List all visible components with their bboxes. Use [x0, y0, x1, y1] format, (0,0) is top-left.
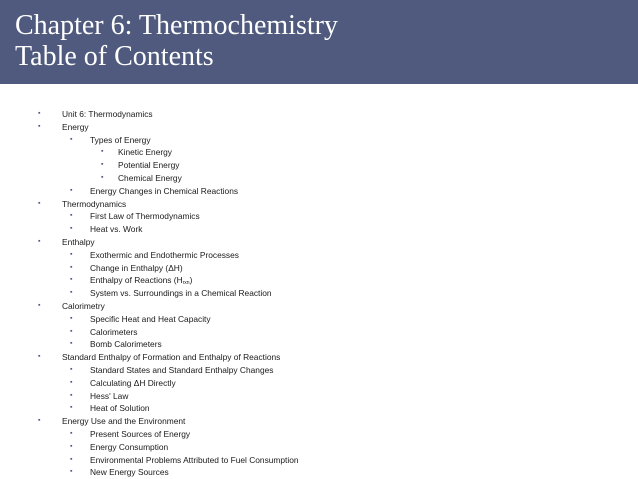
list-item-text	[90, 210, 200, 223]
list-item	[0, 121, 638, 134]
list-item-suffix: )	[189, 275, 193, 286]
list-item-text	[118, 159, 179, 172]
bullet-icon: ▪	[70, 250, 73, 258]
list-item-text	[90, 338, 162, 351]
list-item-text	[90, 466, 169, 479]
bullet-icon: ▪	[70, 289, 73, 297]
list-item-label: Enthalpy	[62, 236, 95, 247]
list-item-label: Calorimetry	[62, 300, 105, 311]
list-item	[0, 223, 638, 236]
list-item	[0, 287, 638, 300]
bullet-icon: ▪	[38, 237, 41, 245]
list-item-text	[90, 390, 128, 403]
list-item-label: Specific Heat and Heat Capacity	[90, 313, 211, 324]
list-item	[0, 146, 638, 159]
list-item-text	[90, 185, 238, 198]
list-item	[0, 326, 638, 339]
list-item-label: Heat vs. Work	[90, 224, 143, 235]
list-item-label: Energy Consumption	[90, 441, 169, 452]
bullet-icon: ▪	[70, 212, 73, 220]
list-item-label: System vs. Surroundings in a Chemical Reaction	[90, 288, 272, 299]
list-item	[0, 262, 638, 275]
list-item-text	[90, 402, 150, 415]
list-item-text	[62, 108, 153, 121]
bullet-icon: ▪	[101, 173, 104, 181]
bullet-icon: ▪	[70, 442, 73, 450]
bullet-icon: ▪	[70, 391, 73, 399]
list-item-label: Potential Energy	[118, 160, 180, 171]
list-item-text	[62, 121, 89, 134]
list-item-label: Energy	[62, 121, 89, 132]
list-item-text	[62, 198, 126, 211]
bullet-icon: ▪	[70, 378, 73, 386]
bullet-icon: ▪	[101, 161, 104, 169]
list-item-label: First Law of Thermodynamics	[90, 211, 200, 222]
list-item	[0, 402, 638, 415]
list-item-text	[62, 300, 105, 313]
list-item-label: Kinetic Energy	[118, 147, 172, 158]
list-item	[0, 441, 638, 454]
list-item	[0, 172, 638, 185]
list-item-label: Bomb Calorimeters	[90, 339, 162, 350]
list-item-text	[90, 364, 273, 377]
list-item	[0, 466, 638, 479]
list-item	[0, 454, 638, 467]
list-item-label: Types of Energy	[90, 134, 151, 145]
list-item-text	[90, 441, 168, 454]
bullet-icon: ▪	[38, 122, 41, 130]
list-item	[0, 351, 638, 364]
list-item-label: Heat of Solution	[90, 403, 150, 414]
bullet-icon: ▪	[38, 353, 41, 361]
list-item-label: Enthalpy of Reactions (H	[90, 275, 183, 286]
list-item-text	[118, 146, 172, 159]
list-item	[0, 185, 638, 198]
list-item	[0, 313, 638, 326]
bullet-icon: ▪	[70, 135, 73, 143]
list-item	[0, 300, 638, 313]
list-item-label: Unit 6: Thermodynamics	[62, 109, 153, 119]
bullet-icon: ▪	[38, 417, 41, 425]
list-item-label: Thermodynamics	[62, 198, 127, 209]
list-item	[0, 236, 638, 249]
list-item-label: Change in Enthalpy (ΔH)	[90, 262, 183, 273]
list-item	[0, 390, 638, 403]
list-item-text	[62, 351, 280, 364]
list-item	[0, 274, 638, 287]
list-item	[0, 108, 638, 121]
list-item-label: Calorimeters	[90, 326, 138, 337]
bullet-icon: ▪	[70, 263, 73, 271]
list-item-text	[118, 172, 182, 185]
list-item-subscript: rxn	[182, 280, 190, 287]
list-item-label: Standard States and Standard Enthalpy Changes	[90, 364, 274, 375]
bullet-icon: ▪	[38, 301, 41, 309]
list-item-text	[90, 428, 190, 441]
list-item-label: Present Sources of Energy	[90, 428, 191, 439]
list-item	[0, 364, 638, 377]
list-item	[0, 377, 638, 390]
list-item-label: Energy Changes in Chemical Reactions	[90, 185, 239, 196]
list-item-text	[90, 223, 142, 236]
list-item-label: Calculating ΔH Directly	[90, 377, 176, 388]
bullet-icon: ▪	[38, 110, 41, 117]
bullet-icon: ▪	[38, 199, 41, 207]
list-item-text	[62, 236, 95, 249]
list-item	[0, 338, 638, 351]
list-item	[0, 428, 638, 441]
list-item-label: Exothermic and Endothermic Processes	[90, 249, 239, 260]
bullet-icon: ▪	[70, 186, 73, 194]
list-item	[0, 159, 638, 172]
list-item-label: New Energy Sources	[90, 467, 169, 478]
list-item-text	[90, 377, 176, 390]
list-item-text	[90, 134, 151, 147]
title-bar	[0, 0, 638, 84]
bullet-icon: ▪	[101, 148, 104, 156]
list-item-label: Environmental Problems Attributed to Fuel Consumption	[90, 454, 299, 465]
list-item-text	[90, 249, 239, 262]
page-title-line-1: Chapter 6: Thermochemistry	[15, 10, 338, 41]
list-item	[0, 198, 638, 211]
list-item	[0, 134, 638, 147]
list-item-text	[90, 262, 183, 275]
list-item	[0, 249, 638, 262]
bullet-icon: ▪	[70, 225, 73, 233]
list-item	[0, 210, 638, 223]
list-item-text	[90, 313, 211, 326]
list-item-text	[90, 287, 272, 300]
list-item-text	[90, 454, 299, 467]
bullet-icon: ▪	[70, 327, 73, 335]
bullet-icon: ▪	[70, 455, 73, 463]
list-item-label: Hess' Law	[90, 390, 129, 401]
list-item-label: Chemical Energy	[118, 172, 182, 183]
list-item-label: Energy Use and the Environment	[62, 416, 186, 427]
bullet-icon: ▪	[70, 314, 73, 322]
bullet-icon: ▪	[70, 276, 73, 284]
bullet-icon: ▪	[70, 365, 73, 373]
bullet-icon: ▪	[70, 468, 73, 476]
list-item-label: Standard Enthalpy of Formation and Enthalpy of Reactions	[62, 352, 281, 363]
list-item-text	[90, 326, 137, 339]
bullet-icon: ▪	[70, 340, 73, 348]
list-item-text	[62, 415, 185, 428]
list-item	[0, 415, 638, 428]
table-of-contents-list	[0, 108, 638, 479]
bullet-icon: ▪	[70, 404, 73, 412]
bullet-icon: ▪	[70, 429, 73, 437]
page-title-line-2: Table of Contents	[15, 41, 214, 72]
